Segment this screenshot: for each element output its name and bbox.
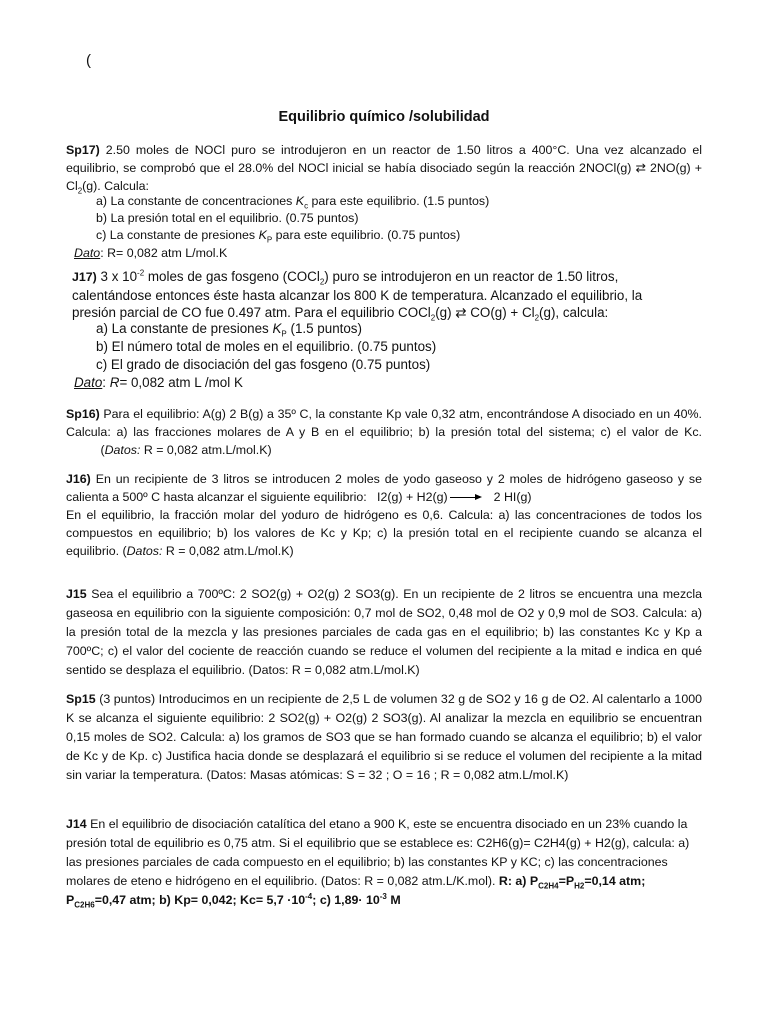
item-label: c) [96, 357, 108, 372]
item-text: El grado de disociación del gas fosgeno (0.75 puntos) [110, 357, 431, 372]
sp17-item-c [66, 226, 732, 244]
datos-label: Datos: [104, 443, 141, 457]
j17-item-c [66, 356, 732, 374]
item-text: La constante de presiones [111, 321, 269, 336]
subscript: 2 [430, 313, 436, 323]
constant-symbol: K [295, 194, 305, 208]
item-label: a) [96, 321, 108, 336]
subscript: C2H4 [538, 881, 559, 891]
superscript: -2 [137, 268, 145, 278]
problem-text: (g), calcula: [539, 305, 609, 320]
sp17-item-b [66, 209, 732, 227]
answer-part: =0,47 atm; b) Kp= 0,042; Kc= 5,7 ·10 [94, 893, 306, 907]
subscript: c [304, 201, 309, 211]
problem-text: (g). Calcula: [82, 179, 149, 193]
dato-text: : [102, 375, 107, 390]
problem-text: ) puro se introdujeron en un reactor de 1.50 litros, calentándose entonces éste hasta alcanzar los 800 K de temperatura. Alcanzado el equilibrio, la presión parcial de CO fue 0.497 atm. Para el equilibrio COCl [72, 269, 643, 320]
problem-label: J15 [66, 587, 87, 601]
problem-label: Sp17) [66, 143, 100, 157]
datos-label: Datos: [126, 544, 163, 558]
reaction-arrow-icon [450, 497, 480, 498]
j17-dato [74, 374, 710, 392]
subscript: P [281, 329, 287, 339]
problem-text: Para el equilibrio: A(g) [103, 407, 226, 421]
j16-continued [66, 506, 702, 560]
j17-item-b [66, 338, 732, 356]
problem-text: Sea el equilibrio a 700ºC: 2 SO2(g) + O2(g) 2 SO3(g). En un recipiente de 2 litros se encuentra una mezcla gaseosa en equilibrio con la siguiente composición: 0,7 mol de SO2, 0,48 mol de O2 y 0,9 mol de SO3. Calcula: a) la presión total de la mezcla y las presiones parciales de cada gas en el equilibrio; b) las constantes Kc y Kp a 700ºC; c) el valor del cociente de reacción cuando se reduce el volumen del recipiente a la mitad e indica en qué sentido se desplaza el equilibrio. (Datos: R = 0,082 atm.L/mol.K) [66, 587, 702, 677]
problem-text: En el equilibrio, la fracción molar del yoduro de hidrógeno es 0,6. Calcula: a) las concentraciones de todos los compuestos en equilibrio; b) los valores de Kc y Kp; c) la presión total en el recipiente cuando se alcanza el equilibrio. ( [66, 508, 702, 558]
dato-text: = 0,082 atm L /mol K [119, 375, 243, 390]
problem-sp16 [66, 405, 702, 459]
sp17-item-a [66, 192, 732, 210]
problem-j17 [72, 268, 684, 322]
constant-symbol: K [258, 228, 267, 242]
dato-text: : R= 0,082 atm L/mol.K [100, 246, 228, 260]
dato-label: Dato [74, 246, 101, 260]
sp17-dato [74, 244, 710, 262]
subscript: H2 [574, 881, 585, 891]
dato-label: Dato [74, 375, 103, 390]
constant-symbol: K [272, 321, 282, 336]
dato-symbol: R [109, 375, 120, 390]
datos-text: R = 0,082 atm.L/mol.K) [143, 443, 272, 457]
answer-label: R: a) [498, 874, 527, 888]
subscript: 2 [319, 277, 325, 287]
problem-label: Sp15 [66, 692, 96, 706]
item-text: (1.5 puntos) [290, 321, 362, 336]
problem-sp17 [66, 141, 702, 195]
problem-text: 3 x 10 [100, 269, 138, 284]
problem-text: En un recipiente de 3 litros se introducen 2 moles de yodo gaseoso y 2 moles de hidrógeno gaseoso y se calienta a 500º C hasta alcanzar el siguiente equilibrio: [66, 472, 702, 504]
subscript: C2H6 [74, 900, 95, 910]
superscript: -4 [305, 891, 313, 901]
answer-part: M [390, 893, 401, 907]
problem-j14 [66, 815, 702, 910]
subscript: 2 [77, 186, 83, 196]
problem-text: 2 B(g) a 35º C, la constante Kp vale 0,32 atm, encontrándose A disociado en un 40%. Calcula: a) las fracciones molares de A y B en el equilibrio; b) la presión total del sistema; c) el valor de Kc. [66, 407, 702, 439]
problem-text: 2.50 moles de NOCl puro se introdujeron en un reactor de 1.50 litros a 400°C. Una vez alcanzado el equilibrio, se comprobó que el 28.0% del NOCl inicial se había disociado según la reacción 2NOCl(g) ⇄ 2NO(g) + Cl [66, 143, 702, 193]
reaction-reactants: I2(g) + H2(g) [377, 490, 448, 504]
answer-part: =P [558, 874, 575, 888]
problem-j15 [66, 585, 702, 680]
subscript: P [266, 235, 273, 245]
item-label: b) [96, 211, 108, 225]
answer-part: =0,14 atm; P [66, 874, 646, 907]
problem-label: J17) [72, 270, 97, 284]
problem-text: (3 puntos) Introducimos en un recipiente de 2,5 L de volumen 32 g de SO2 y 16 g de O2. Al calentarlo a 1000 K se alcanza el siguiente equilibrio: 2 SO2(g) + O2(g) 2 SO3(g). Al analizar la mezcla en equilibrio se encuentran 0,15 moles de SO2. Calcula: a) los gramos de SO3 que se han formado cuando se alcanza el equilibrio; b) el valor de Kc y de Kp. c) Justifica hacia donde se desplazará el equilibrio si se reduce el volumen del recipiente a la mitad sin variar la temperatura. (Datos: Masas atómicas: S = 32 ; O = 16 ; R = 0,082 atm.L/mol.K) [66, 692, 702, 782]
problem-text: (g) ⇄ CO(g) + Cl [435, 305, 535, 320]
item-label: c) [96, 228, 107, 242]
item-label: b) [96, 339, 108, 354]
answer-part: ; c) 1,89· 10 [312, 893, 380, 907]
stray-parenthesis: ( [86, 52, 91, 69]
item-text: para este equilibrio. (0.75 puntos) [275, 228, 461, 242]
answer-part: P [529, 874, 539, 888]
problem-label: Sp16) [66, 407, 100, 421]
j17-item-a [66, 320, 732, 338]
problem-text: En el equilibrio de disociación catalítica del etano a 900 K, este se encuentra disociado en un 23% cuando la presión total de equilibrio es 0,75 atm. Si el equilibrio que se establece es: C2H6(g)= C2H4(g) + H2(g), calcula: a) las presiones parciales de cada compuesto en el equilibrio; b) las constantes KP y KC; c) las concentraciones molares de eteno e hidrógeno en el equilibrio. (Datos: R = 0,082 atm.L/K.mol). [66, 817, 690, 888]
superscript: -3 [379, 891, 387, 901]
item-text: para este equilibrio. (1.5 puntos) [311, 194, 490, 208]
problem-label: J14 [66, 817, 87, 831]
item-text: El número total de moles en el equilibrio. (0.75 puntos) [111, 339, 437, 354]
item-text: La constante de concentraciones [110, 194, 293, 208]
problem-label: J16) [66, 472, 91, 486]
problem-sp15 [66, 690, 702, 785]
subscript: 2 [534, 313, 540, 323]
item-label: a) [96, 194, 108, 208]
item-text: La presión total en el equilibrio. (0.75 puntos) [110, 211, 359, 225]
page-title: Equilibrio químico /solubilidad [278, 109, 490, 125]
reaction-product: 2 HI(g) [493, 490, 532, 504]
datos-paren: ( [100, 443, 105, 457]
problem-text: moles de gas fosgeno (COCl [147, 269, 320, 284]
datos-text: R = 0,082 atm.L/mol.K) [165, 544, 294, 558]
item-text: La constante de presiones [109, 228, 256, 242]
problem-j16 [66, 470, 702, 506]
